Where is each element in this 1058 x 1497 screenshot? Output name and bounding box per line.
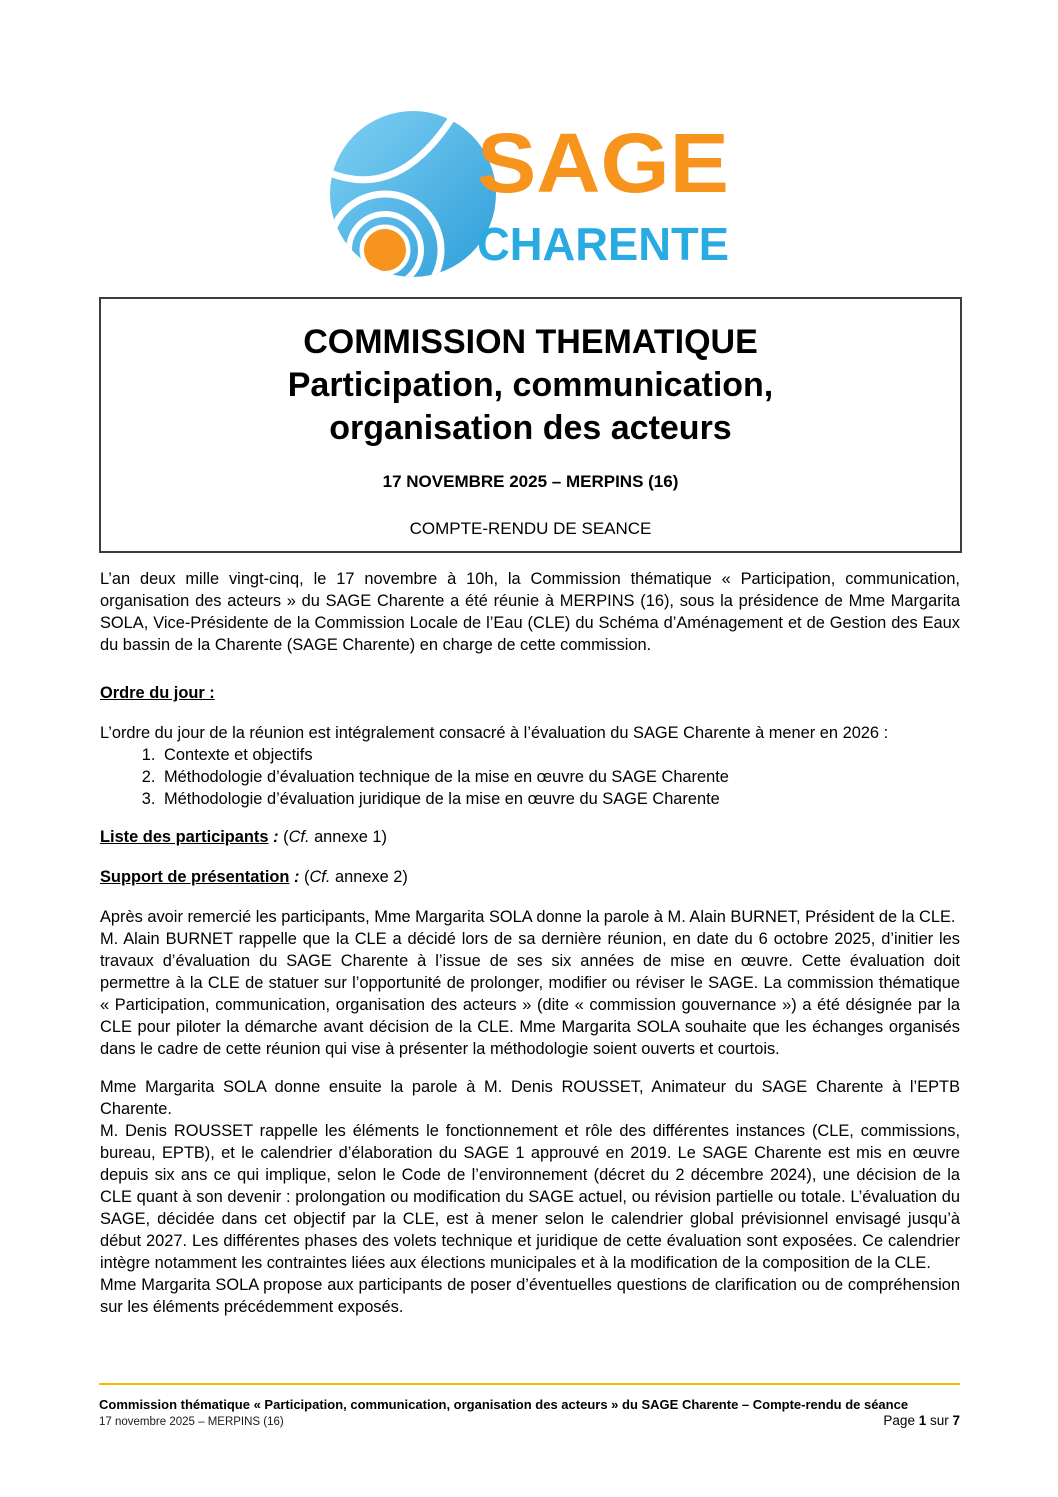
logo-sage-text: SAGE xyxy=(477,116,729,210)
document-title-line2: Participation, communication, xyxy=(287,366,774,404)
participants-annex-ref: annexe 1) xyxy=(309,828,387,846)
sage-charente-logo xyxy=(329,110,729,283)
support-annex-ref: annexe 2) xyxy=(330,868,408,886)
participants-paren: ( xyxy=(283,828,289,846)
agenda-item-3: 3. Méthodologie d’évaluation juridique de la mise en œuvre du SAGE Charente xyxy=(160,788,960,810)
agenda-list xyxy=(100,744,960,810)
page-total: 7 xyxy=(952,1413,960,1428)
document-subtitle: COMPTE-RENDU DE SEANCE xyxy=(409,519,652,538)
page-current: 1 xyxy=(918,1413,927,1428)
participants-cf: Cf. xyxy=(288,828,310,846)
page-separator: sur xyxy=(926,1413,953,1428)
footer-date-location: 17 novembre 2025 – MERPINS (16) xyxy=(99,1416,284,1428)
support-line xyxy=(100,866,960,888)
page-number xyxy=(883,1413,960,1428)
support-paren: ( xyxy=(304,868,310,886)
support-colon: : xyxy=(289,868,304,886)
paragraph-thanks: Après avoir remercié les participants, Mme Margarita SOLA donne la parole à M. Alain BURNET, Président de la CLE. xyxy=(100,908,956,926)
meeting-date-location: 17 NOVEMBRE 2025 – MERPINS (16) xyxy=(382,472,679,491)
agenda-intro: L’ordre du jour de la réunion est intégralement consacré à l’évaluation du SAGE Charente à mener en 2026 : xyxy=(100,724,889,742)
logo-charente-text: CHARENTE xyxy=(477,218,729,270)
logo-globe-icon xyxy=(329,110,496,278)
support-label: Support de présentation xyxy=(100,868,290,886)
document-title-line3: organisation des acteurs xyxy=(329,409,732,447)
document-title-line1: COMMISSION THEMATIQUE xyxy=(303,323,758,361)
title-box xyxy=(99,297,962,553)
footer-title: Commission thématique « Participation, communication, organisation des acteurs » du SAGE Charente – Compte-rendu de séance xyxy=(99,1397,909,1412)
page-prefix: Page xyxy=(883,1413,919,1428)
agenda-item-2: 2. Méthodologie d’évaluation technique de la mise en œuvre du SAGE Charente xyxy=(160,766,960,788)
participants-label: Liste des participants xyxy=(100,828,269,846)
paragraph-sola-questions: Mme Margarita SOLA propose aux participants de poser d’éventuelles questions de clarification ou de compréhension sur les éléments précédemment exposés. xyxy=(100,1276,960,1316)
document-body xyxy=(100,568,960,1318)
footer-row xyxy=(99,1413,960,1428)
support-cf: Cf. xyxy=(309,868,331,886)
participants-line xyxy=(100,826,960,848)
page-footer xyxy=(99,1383,960,1428)
paragraph-sola-rousset: Mme Margarita SOLA donne ensuite la parole à M. Denis ROUSSET, Animateur du SAGE Charente à l’EPTB Charente. xyxy=(100,1078,960,1118)
intro-paragraph: L’an deux mille vingt-cinq, le 17 novembre à 10h, la Commission thématique « Participation, communication, organisation des acteurs » du SAGE Charente a été réunie à MERPINS (16), sous la présidence de Mme Margarita SOLA, Vice-Présidente de la Commission Locale de l’Eau (CLE) du Schéma d’Aménagement et de Gestion des Eaux du bassin de la Charente (SAGE Charente) en charge de cette commission. xyxy=(100,570,960,654)
participants-colon: : xyxy=(268,828,284,846)
logo-graphic xyxy=(329,110,729,278)
agenda-item-1: 1. Contexte et objectifs xyxy=(160,744,960,766)
paragraph-burnet: M. Alain BURNET rappelle que la CLE a décidé lors de sa dernière réunion, en date du 6 octobre 2025, d’initier les travaux d’évaluation du SAGE Charente à l’issue de ses six années de mise en œuvre. Cette évaluation doit permettre à la CLE de statuer sur l’opportunité de prolonger, modifier ou réviser le SAGE. La commission thématique « Participation, communication, organisation des acteurs » (dite « commission gouvernance ») a été désignée par la CLE pour piloter la démarche avant décision de la CLE. Mme Margarita SOLA souhaite que les échanges organisés dans le cadre de cette réunion qui vise à présenter la méthodologie soient ouverts et courtois. xyxy=(100,930,960,1058)
paragraph-rousset: M. Denis ROUSSET rappelle les éléments le fonctionnement et rôle des différentes instances (CLE, commissions, bureau, EPTB), et le calendrier d’élaboration du SAGE 1 approuvé en 2019. Le SAGE Charente est mis en œuvre depuis six ans ce qui implique, selon le Code de l’environnement (décret du 2 décembre 2024), une décision de la CLE quant à son devenir : prolongation ou modification du SAGE actuel, ou révision partielle ou totale. L’évaluation du SAGE, décidée dans cet objectif par la CLE, est à mener selon le calendrier global prévisionnel envisagé jusqu’à début 2027. Les différentes phases des volets technique et juridique de cette évaluation sont exposées. Ce calendrier intègre notamment les contraintes liées aux élections municipales et à la modification de la composition de la CLE. xyxy=(100,1122,960,1272)
footer-rule xyxy=(99,1383,960,1385)
agenda-heading: Ordre du jour : xyxy=(100,684,215,702)
